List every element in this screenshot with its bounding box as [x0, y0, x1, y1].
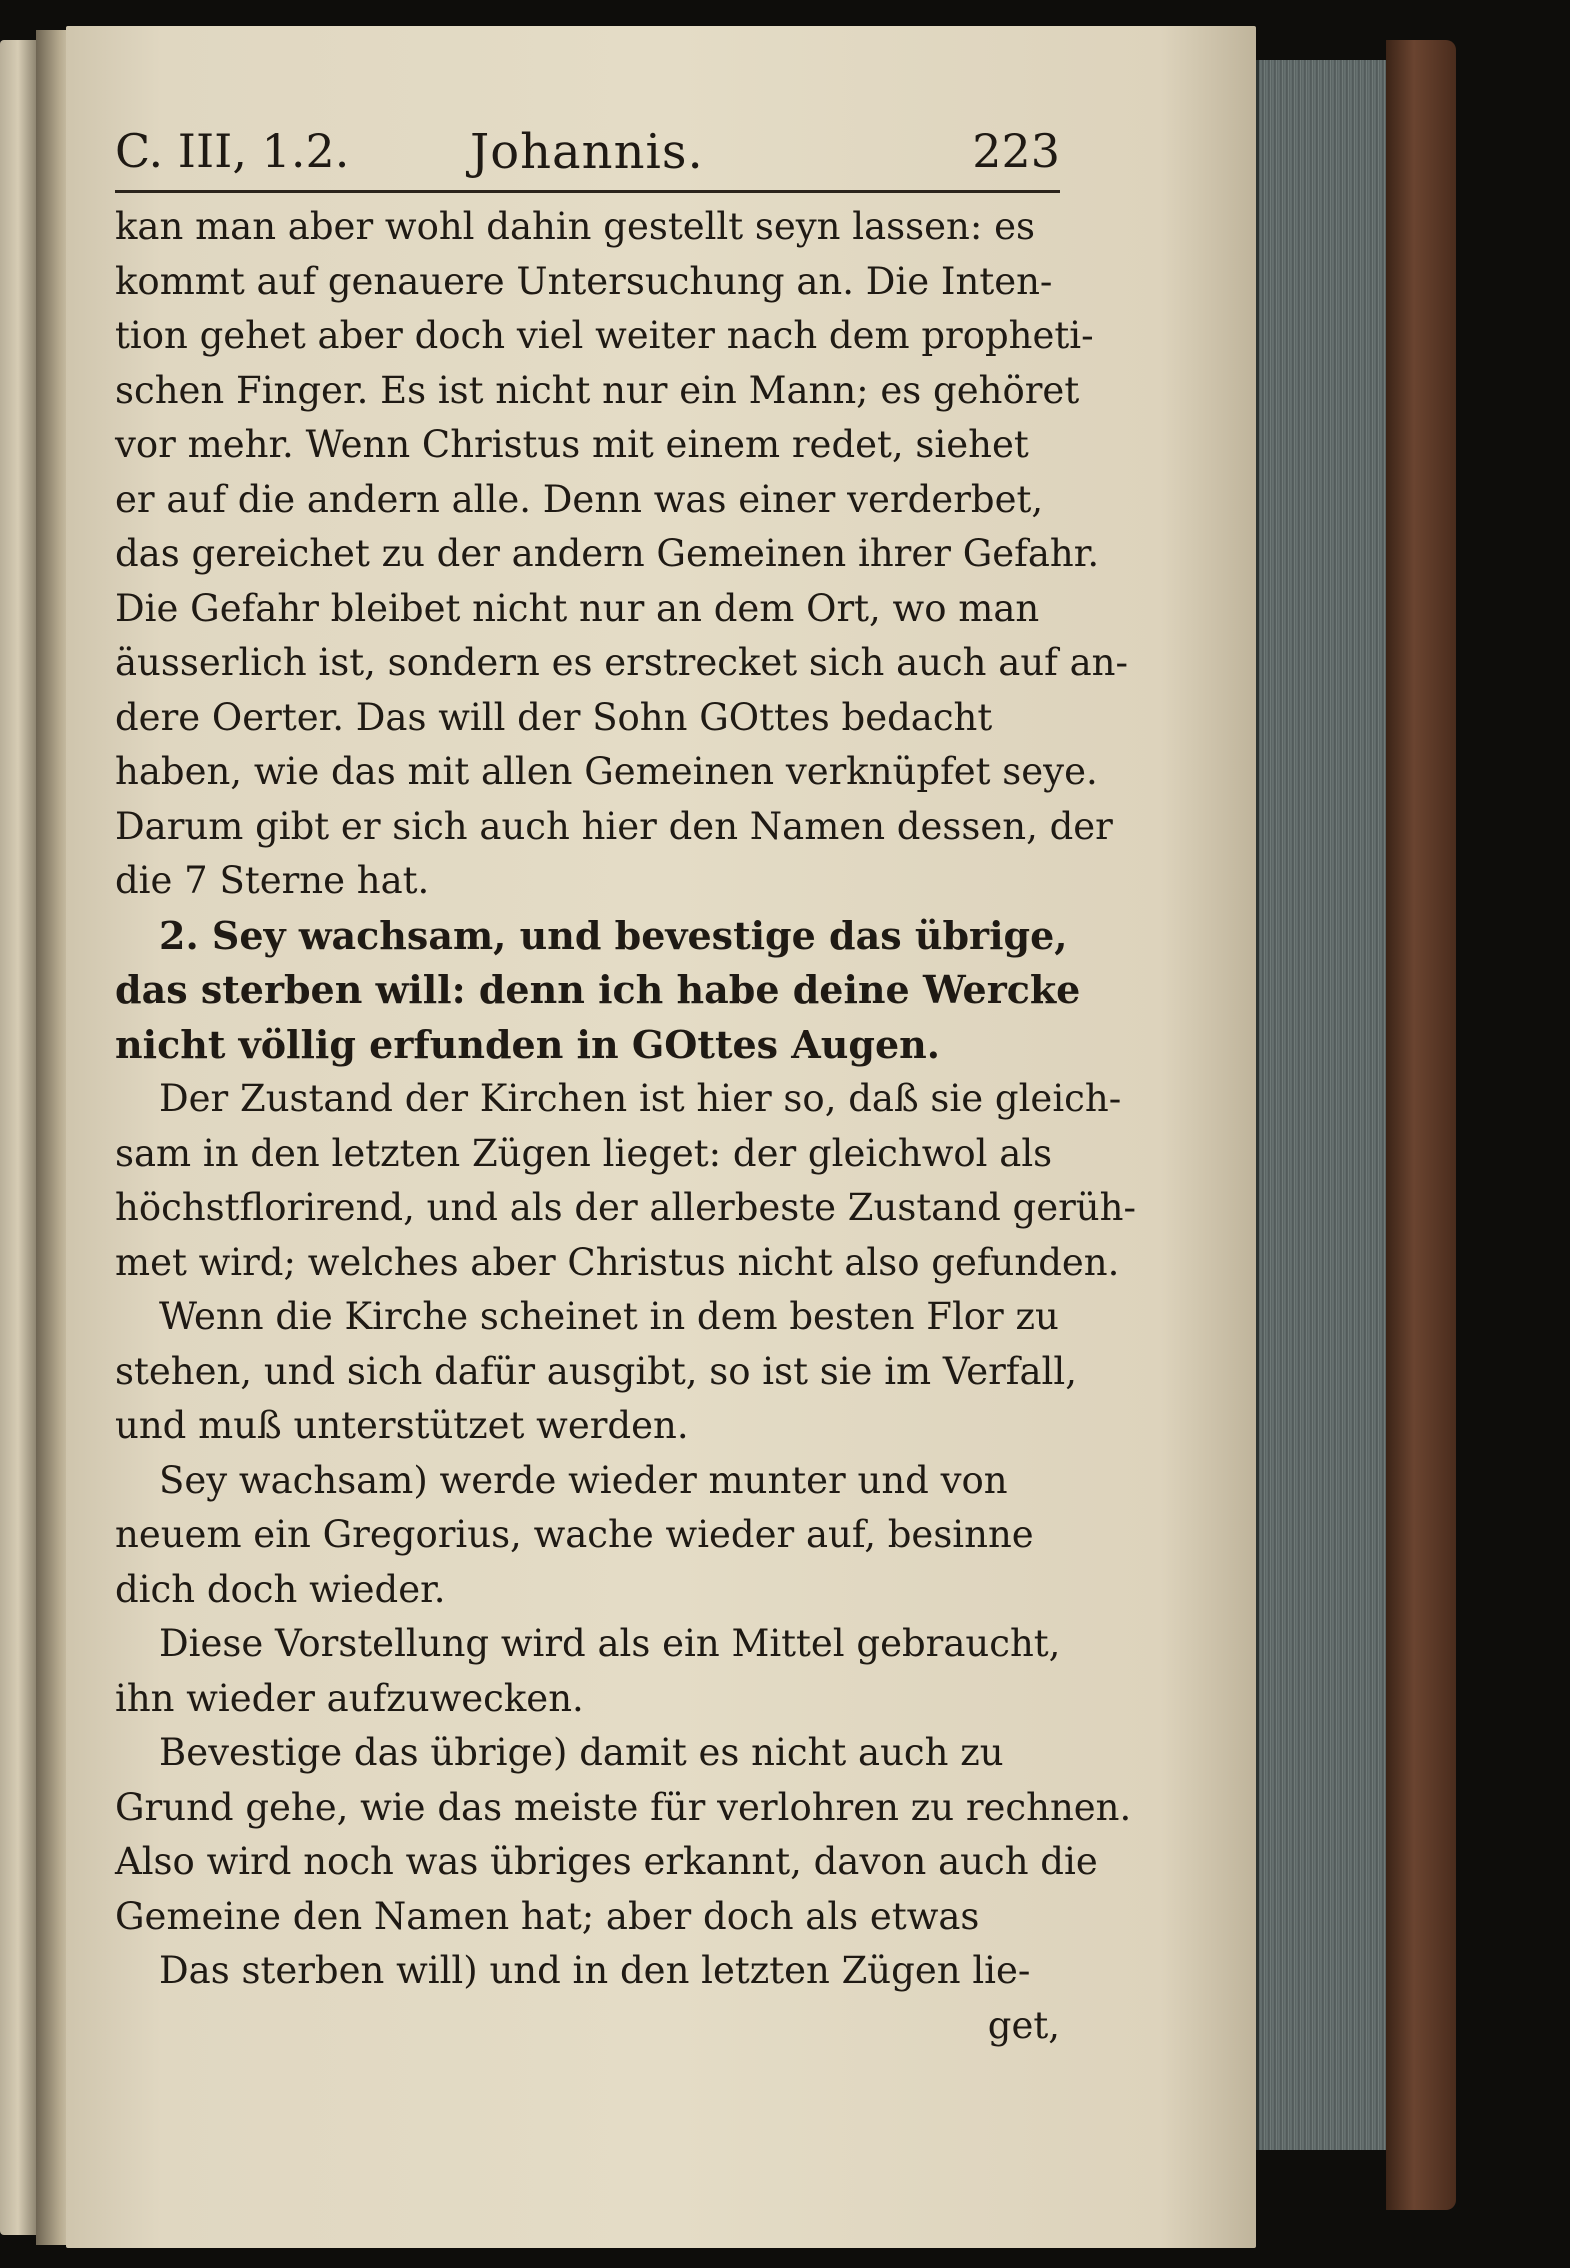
verse-text-line: das sterben will: denn ich habe deine Wercke — [115, 967, 1081, 1012]
text-line: die 7 Sterne hat. — [115, 859, 430, 902]
text-line: kan man aber wohl dahin gestellt seyn lassen: es — [115, 205, 1035, 248]
text-line: ihn wieder aufzuwecken. — [115, 1676, 584, 1720]
text-line: neuem ein Gregorius, wache wieder auf, besinne — [115, 1513, 1034, 1556]
text-line: Bevestige das übrige) damit es nicht auch zu — [159, 1731, 1004, 1774]
page-body-text — [115, 200, 1136, 2053]
chapter-reference: C. III, 1.2. — [115, 124, 350, 178]
text-line: äusserlich ist, sondern es erstrecket sich auch auf an- — [115, 641, 1129, 684]
text-line: Darum gibt er sich auch hier den Namen dessen, der — [115, 804, 1113, 848]
text-line: tion gehet aber doch viel weiter nach dem propheti- — [115, 314, 1094, 357]
text-line: get, — [987, 2003, 1060, 2047]
text-line: dich doch wieder. — [115, 1567, 446, 1611]
text-line: vor mehr. Wenn Christus mit einem redet, siehet — [115, 423, 1029, 466]
text-line: Gemeine den Namen hat; aber doch als etwas — [115, 1894, 980, 1938]
running-header — [115, 120, 1060, 193]
text-line: das gereichet zu der andern Gemeinen ihrer Gefahr. — [115, 532, 1100, 575]
text-line: Grund gehe, wie das meiste für verlohren zu rechnen. — [115, 1785, 1132, 1829]
text-line: stehen, und sich dafür ausgibt, so ist sie im Verfall, — [115, 1349, 1077, 1393]
text-line: höchstflorirend, und als der allerbeste Zustand gerüh- — [115, 1186, 1136, 1229]
text-line: Diese Vorstellung wird als ein Mittel gebraucht, — [159, 1622, 1061, 1665]
text-line: met wird; welches aber Christus nicht also gefunden. — [115, 1240, 1120, 1284]
verse-text-line: 2. Sey wachsam, und bevestige das übrige, — [159, 912, 1068, 958]
text-line: Also wird noch was übriges erkannt, davon auch die — [115, 1840, 1098, 1883]
page-block-edges — [1256, 60, 1389, 2150]
book-title: Johannis. — [470, 124, 704, 180]
text-line: Sey wachsam) werde wieder munter und von — [159, 1458, 1008, 1502]
text-line: Wenn die Kirche scheinet in dem besten Flor zu — [159, 1295, 1059, 1338]
verse-text-line: nicht völlig erfunden in GOttes Augen. — [115, 1021, 941, 1067]
text-line: Das sterben will) und in den letzten Zügen lie- — [159, 1949, 1031, 1992]
text-line: schen Finger. Es ist nicht nur ein Mann; es gehöret — [115, 368, 1080, 412]
page-number: 223 — [972, 124, 1060, 178]
text-line: und muß unterstützet werden. — [115, 1404, 689, 1447]
text-line: er auf die andern alle. Denn was einer verderbet, — [115, 477, 1044, 521]
text-line: dere Oerter. Das will der Sohn GOttes bedacht — [115, 695, 993, 739]
text-line: kommt auf genauere Untersuchung an. Die Inten- — [115, 259, 1053, 303]
text-line: haben, wie das mit allen Gemeinen verknüpfet seye. — [115, 750, 1098, 793]
left-page-edge — [0, 40, 36, 2235]
book-cover — [1386, 40, 1456, 2210]
text-line: Der Zustand der Kirchen ist hier so, daß sie gleich- — [159, 1077, 1122, 1120]
text-line: Die Gefahr bleibet nicht nur an dem Ort, wo man — [115, 586, 1040, 630]
text-line: sam in den letzten Zügen lieget: der gleichwol als — [115, 1131, 1053, 1175]
